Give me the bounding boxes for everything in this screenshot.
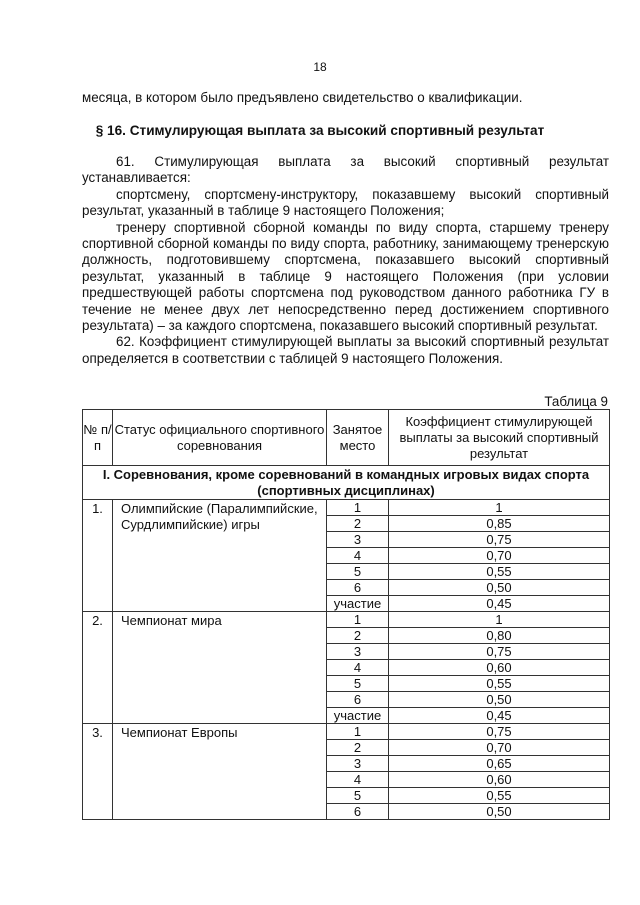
- coefficient-cell: 0,70: [389, 548, 610, 564]
- place-cell: 3: [327, 756, 389, 772]
- row-number: 1.: [83, 500, 113, 612]
- coefficient-cell: 0,55: [389, 564, 610, 580]
- page-number: 18: [313, 60, 327, 74]
- competition-name: Чемпионат мира: [113, 612, 327, 724]
- header-num: № п/п: [83, 410, 113, 466]
- paragraph-coach: тренеру спортивной сборной команды по виду спорта, старшему тренеру спортивной сборной команды по виду спорта, работнику, занимающему тренерскую должность, подготовившему спортсмена, показавшего высокий спортивный результат, указанный в таблице 9 настоящего Положения (при условии предшествующей работы спортсмена под руководством данного работника ГУ в течение не менее двух лет непосредственно перед достижением спортивного результата) – за каждого спортсмена, показавшего высокий спортивный результат.: [82, 219, 609, 334]
- place-cell: 2: [327, 740, 389, 756]
- competition-name: Чемпионат Европы: [113, 724, 327, 820]
- place-cell: 1: [327, 500, 389, 516]
- paragraph-61: 61. Стимулирующая выплата за высокий спортивный результат устанавливается:: [82, 154, 609, 186]
- coefficient-cell: 1: [389, 500, 610, 516]
- section-heading: § 16. Стимулирующая выплата за высокий спортивный результат: [95, 123, 545, 138]
- coefficient-cell: 0,50: [389, 692, 610, 708]
- table-row: [83, 724, 610, 740]
- coefficient-cell: 0,45: [389, 708, 610, 724]
- coefficient-cell: 0,80: [389, 628, 610, 644]
- place-cell: 5: [327, 676, 389, 692]
- coefficient-cell: 0,50: [389, 580, 610, 596]
- place-cell: участие: [327, 708, 389, 724]
- place-cell: 2: [327, 628, 389, 644]
- place-cell: 4: [327, 660, 389, 676]
- coefficient-cell: 0,60: [389, 772, 610, 788]
- section-row: [83, 466, 610, 500]
- intro-line: месяца, в котором было предъявлено свидетельство о квалификации.: [82, 90, 523, 105]
- paragraph-62: 62. Коэффициент стимулирующей выплаты за высокий спортивный результат определяется в соответствии с таблицей 9 настоящего Положения.: [82, 334, 609, 366]
- place-cell: 6: [327, 580, 389, 596]
- coefficient-cell: 0,45: [389, 596, 610, 612]
- section-title: I. Соревнования, кроме соревнований в командных игровых видах спорта (спортивных дисциплинах): [83, 466, 610, 500]
- coefficient-cell: 1: [389, 612, 610, 628]
- coefficient-cell: 0,70: [389, 740, 610, 756]
- place-cell: 5: [327, 788, 389, 804]
- place-cell: 6: [327, 692, 389, 708]
- coefficient-cell: 0,55: [389, 676, 610, 692]
- coefficient-table: [82, 409, 610, 820]
- row-number: 3.: [83, 724, 113, 820]
- coefficient-cell: 0,50: [389, 804, 610, 820]
- coefficient-cell: 0,85: [389, 516, 610, 532]
- coefficient-cell: 0,60: [389, 660, 610, 676]
- place-cell: 2: [327, 516, 389, 532]
- coefficient-cell: 0,65: [389, 756, 610, 772]
- place-cell: 1: [327, 724, 389, 740]
- table-row: [83, 500, 610, 516]
- body-text: [82, 154, 609, 367]
- paragraph-athlete: спортсмену, спортсмену-инструктору, показавшему высокий спортивный результат, указанный в таблице 9 настоящего Положения;: [82, 186, 609, 219]
- header-status: Статус официального спортивного соревнования: [113, 410, 327, 466]
- coefficient-cell: 0,75: [389, 644, 610, 660]
- header-coef: Коэффициент стимулирующей выплаты за высокий спортивный результат: [389, 410, 610, 466]
- place-cell: 5: [327, 564, 389, 580]
- table-label: Таблица 9: [544, 394, 608, 409]
- place-cell: 3: [327, 532, 389, 548]
- table-header-row: [83, 410, 610, 466]
- place-cell: 6: [327, 804, 389, 820]
- row-number: 2.: [83, 612, 113, 724]
- table-row: [83, 612, 610, 628]
- place-cell: 4: [327, 772, 389, 788]
- place-cell: 3: [327, 644, 389, 660]
- competition-name: Олимпийские (Паралимпийские, Сурдлимпийские) игры: [113, 500, 327, 612]
- place-cell: участие: [327, 596, 389, 612]
- coefficient-cell: 0,75: [389, 532, 610, 548]
- header-place: Занятое место: [327, 410, 389, 466]
- place-cell: 4: [327, 548, 389, 564]
- coefficient-cell: 0,75: [389, 724, 610, 740]
- coefficient-cell: 0,55: [389, 788, 610, 804]
- place-cell: 1: [327, 612, 389, 628]
